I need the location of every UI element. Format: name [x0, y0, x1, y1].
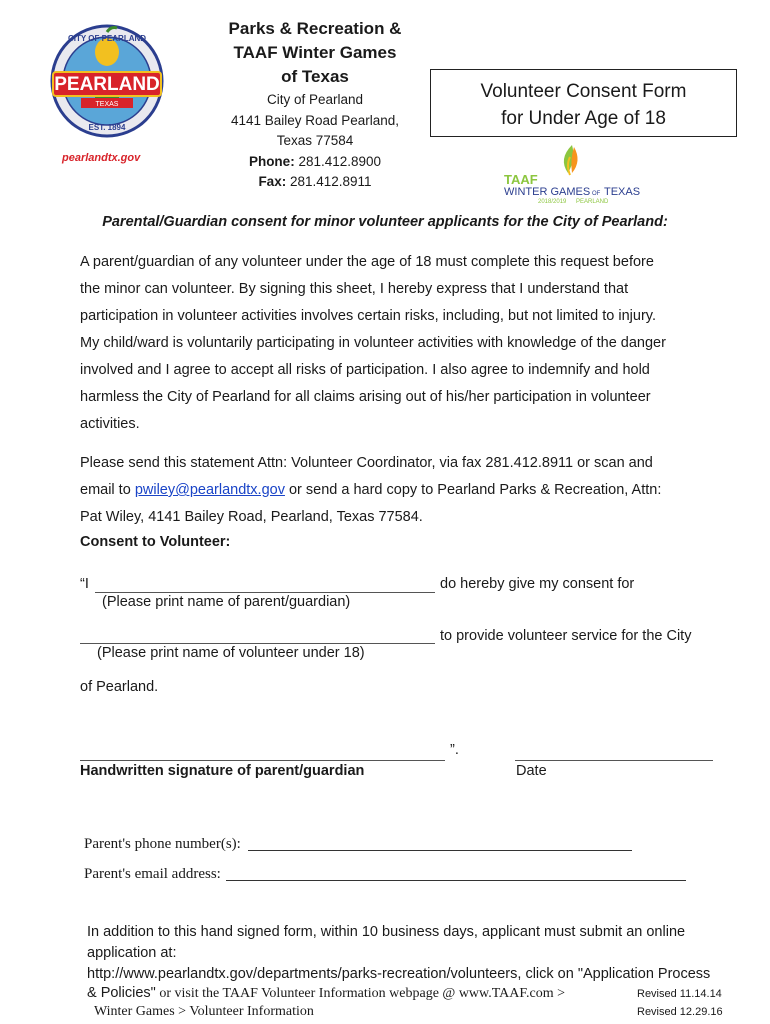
consent-paragraph: [80, 249, 720, 438]
org-title-line-3: of Texas: [281, 67, 349, 86]
fax-line: [200, 172, 430, 193]
consent-heading: Consent to Volunteer:: [80, 534, 231, 550]
parent-phone-field[interactable]: [248, 850, 632, 851]
paragraph-line: A parent/guardian of any volunteer under the age of 18 must complete this request before: [80, 254, 654, 270]
paragraph-line: My child/ward is voluntarily participating in volunteer activities with knowledge of the danger: [80, 335, 666, 351]
parent-email-field[interactable]: [226, 880, 686, 881]
address-city: City of Pearland: [266, 92, 364, 107]
parent-name-hint: (Please print name of parent/guardian): [102, 594, 351, 610]
footer-line-3: http://www.pearlandtx.gov/departments/parks-recreation/volunteers, click on "Application Process: [87, 966, 711, 982]
form-title-box: [430, 69, 737, 137]
address-block: [200, 90, 430, 193]
paragraph-line: involved and I agree to accept all risks of participation. I also agree to indemnify and hold: [80, 362, 650, 378]
submission-line-3: Pat Wiley, 4141 Bailey Road, Pearland, Texas 77584.: [80, 509, 423, 525]
organization-title: [200, 17, 430, 89]
revised-date-2: Revised 12.29.16: [637, 1006, 723, 1018]
footer-line-1: In addition to this hand signed form, within 10 business days, applicant must submit an online: [87, 924, 686, 940]
submission-line-2: [80, 477, 720, 504]
phone-label: Phone:: [248, 153, 295, 169]
provide-service-text: to provide volunteer service for the City: [440, 628, 692, 644]
logo-bottom-text: EST. 1894: [88, 123, 126, 132]
footer-line-4-pre: & Policies": [87, 985, 156, 1001]
revised-date-1: Revised 11.14.14: [637, 988, 722, 1000]
date-field[interactable]: [515, 760, 713, 761]
volunteer-name-field[interactable]: [80, 643, 435, 644]
logo-top-text: CITY OF PEARLAND: [67, 34, 147, 43]
phone-number: 281.412.8900: [298, 153, 382, 169]
closing-quote: ”.: [450, 742, 459, 758]
quote-i: “I: [80, 576, 89, 592]
signature-field[interactable]: [80, 760, 445, 761]
paragraph-line: harmless the City of Pearland for all claims arising out of his/her participation in volunteer: [80, 389, 651, 405]
address-state-zip: Texas 77584: [276, 133, 354, 148]
section-heading: Parental/Guardian consent for minor volunteer applicants for the City of Pearland:: [102, 214, 668, 230]
submission-paragraph: [80, 450, 720, 531]
winter-games-text: WINTER GAMES: [504, 186, 591, 198]
years-text: 2018/2019: [538, 199, 567, 205]
volunteer-name-hint: (Please print name of volunteer under 18): [97, 645, 365, 661]
footer-line-5: Winter Games > Volunteer Information: [94, 1004, 314, 1019]
pearland-logo: [45, 22, 170, 140]
taaf-text: TAAF: [504, 172, 538, 187]
signature-label: Handwritten signature of parent/guardian: [80, 763, 365, 779]
logo-main-text: PEARLAND: [54, 74, 160, 95]
form-title-line-1: Volunteer Consent Form: [480, 81, 687, 102]
paragraph-line: activities.: [80, 416, 140, 432]
org-title-line-1: Parks & Recreation &: [228, 19, 402, 38]
of-text: OF: [592, 191, 601, 197]
footer-line-2: application at:: [87, 945, 177, 961]
submission-line-2-pre: email to: [80, 482, 135, 498]
coordinator-email-link[interactable]: pwiley@pearlandtx.gov: [134, 482, 285, 498]
fax-label: Fax:: [258, 174, 287, 189]
address-street: 4141 Bailey Road Pearland,: [230, 112, 400, 128]
submission-line-2-post: or send a hard copy to Pearland Parks & Recreation, Attn:: [284, 482, 662, 498]
phone-line: [200, 152, 430, 173]
fax-number: 281.412.8911: [289, 174, 372, 189]
footer-instructions: [87, 922, 757, 985]
date-label: Date: [516, 763, 547, 779]
of-pearland-text: of Pearland.: [80, 679, 159, 695]
parent-name-field[interactable]: [95, 592, 435, 593]
form-title-line-2: for Under Age of 18: [501, 108, 666, 129]
footer-line-4: [87, 985, 565, 1002]
pearland-small-text: PEARLAND: [576, 199, 609, 205]
logo-sub-text: TEXAS: [95, 101, 119, 108]
paragraph-line: participation in volunteer activities involves certain risks, including, but not limited to injury.: [80, 308, 656, 324]
submission-line-1: Please send this statement Attn: Volunteer Coordinator, via fax 281.412.8911 or scan and: [80, 455, 653, 471]
website-text: pearlandtx.gov: [62, 152, 141, 164]
parent-phone-label: Parent's phone number(s):: [84, 836, 241, 852]
paragraph-line: the minor can volunteer. By signing this sheet, I hereby express that I understand that: [80, 281, 629, 297]
parent-email-label: Parent's email address:: [84, 866, 221, 882]
texas-text: TEXAS: [604, 186, 641, 198]
org-title-line-2: TAAF Winter Games: [233, 43, 397, 62]
consent-for-text: do hereby give my consent for: [440, 576, 635, 592]
taaf-winter-games-logo: [500, 143, 650, 205]
footer-line-4-post: or visit the TAAF Volunteer Information webpage @ www.TAAF.com >: [155, 986, 566, 1001]
